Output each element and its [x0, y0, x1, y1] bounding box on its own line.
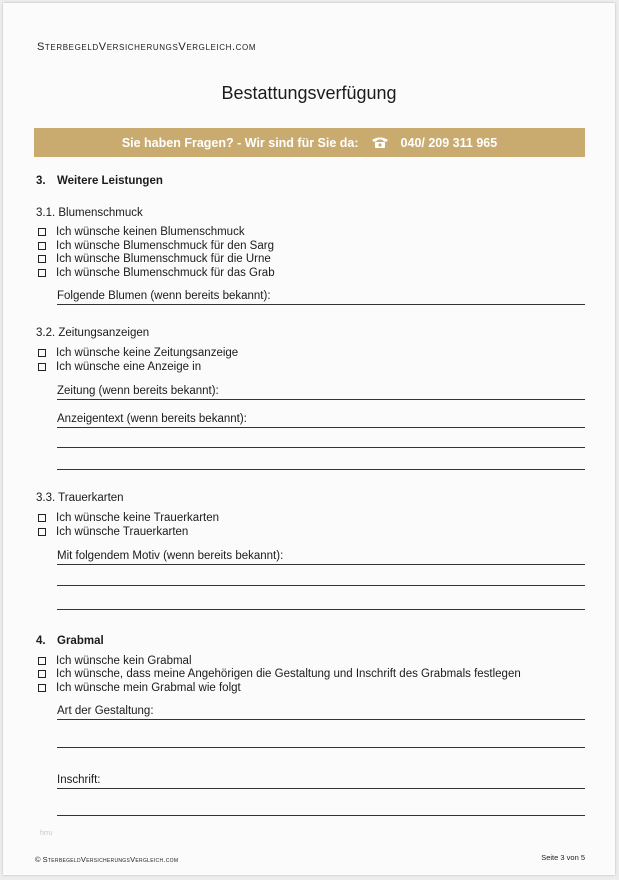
- checkbox-option[interactable]: [38, 655, 192, 667]
- checkbox-option[interactable]: [38, 226, 245, 238]
- checkbox-option[interactable]: [38, 526, 188, 538]
- section-3-number: 3.: [36, 175, 46, 187]
- option-label: Ich wünsche mein Grabmal wie folgt: [56, 682, 241, 694]
- field-label: Art der Gestaltung:: [57, 705, 154, 717]
- section-4-number: 4.: [36, 635, 46, 647]
- section-3-2-heading: 3.2. Zeitungsanzeigen: [36, 327, 150, 339]
- write-line[interactable]: [57, 469, 585, 470]
- banner-text: Sie haben Fragen? - Wir sind für Sie da:: [121, 135, 359, 150]
- option-label: Ich wünsche Blumenschmuck für den Sarg: [56, 240, 274, 252]
- section-3-1-heading: 3.1. Blumenschmuck: [36, 207, 143, 219]
- section-4-title: Grabmal: [57, 635, 104, 647]
- checkbox[interactable]: [38, 255, 46, 263]
- option-label: Ich wünsche keine Trauerkarten: [56, 512, 220, 524]
- section-3-3-heading: 3.3. Trauerkarten: [36, 492, 124, 504]
- option-label: Ich wünsche eine Anzeige in: [56, 361, 202, 373]
- copyright-symbol: ©: [35, 855, 41, 864]
- brand-logo: SterbegeldVersicherungsVergleich.com: [37, 41, 257, 53]
- footer-copyright: [35, 855, 178, 864]
- option-label: Ich wünsche Trauerkarten: [56, 526, 189, 538]
- checkbox[interactable]: [38, 670, 46, 678]
- field-label: Folgende Blumen (wenn bereits bekannt):: [57, 290, 271, 302]
- field-label: Zeitung (wenn bereits bekannt):: [57, 385, 219, 397]
- write-line[interactable]: [57, 815, 585, 816]
- checkbox[interactable]: [38, 684, 46, 692]
- checkbox-option[interactable]: [38, 682, 241, 694]
- checkbox-option[interactable]: [38, 253, 271, 265]
- document-page: [3, 3, 615, 875]
- option-label: Ich wünsche keinen Blumenschmuck: [56, 226, 245, 238]
- checkbox[interactable]: [38, 528, 46, 536]
- phone-number[interactable]: 040/ 209 311 965: [400, 135, 498, 150]
- write-line[interactable]: [57, 585, 585, 586]
- design-field[interactable]: [57, 705, 585, 720]
- phone-icon: [371, 136, 389, 149]
- checkbox[interactable]: [38, 514, 46, 522]
- field-label: Mit folgendem Motiv (wenn bereits bekannt):: [57, 550, 284, 562]
- section-3-title: Weitere Leistungen: [57, 175, 163, 187]
- contact-banner: [34, 128, 585, 157]
- write-line[interactable]: [57, 609, 585, 610]
- checkbox-option[interactable]: [38, 668, 521, 680]
- checkbox[interactable]: [38, 228, 46, 236]
- checkbox-option[interactable]: [38, 267, 275, 279]
- checkbox[interactable]: [38, 269, 46, 277]
- ad-text-field[interactable]: [57, 413, 585, 428]
- checkbox-option[interactable]: [38, 512, 219, 524]
- document-title: Bestattungsverfügung: [221, 83, 397, 103]
- field-label: Inschrift:: [57, 774, 101, 786]
- inscription-field[interactable]: [57, 774, 585, 789]
- footer-brand: SterbegeldVersicherungsVergleich.com: [42, 855, 179, 864]
- checkbox[interactable]: [38, 657, 46, 665]
- checkbox[interactable]: [38, 242, 46, 250]
- flowers-field[interactable]: [57, 290, 585, 305]
- page-number: Seite 3 von 5: [541, 853, 585, 862]
- checkbox-option[interactable]: [38, 240, 274, 252]
- write-line[interactable]: [57, 447, 585, 448]
- faint-stamp: hrru: [40, 830, 53, 837]
- checkbox[interactable]: [38, 349, 46, 357]
- option-label: Ich wünsche, dass meine Angehörigen die Gestaltung und Inschrift des Grabmals festlegen: [56, 668, 521, 680]
- checkbox-option[interactable]: [38, 347, 238, 359]
- option-label: Ich wünsche Blumenschmuck für das Grab: [56, 267, 275, 279]
- option-label: Ich wünsche Blumenschmuck für die Urne: [56, 253, 271, 265]
- option-label: Ich wünsche keine Zeitungsanzeige: [56, 347, 239, 359]
- checkbox-option[interactable]: [38, 361, 201, 373]
- field-label: Anzeigentext (wenn bereits bekannt):: [57, 413, 247, 425]
- newspaper-field[interactable]: [57, 385, 585, 400]
- motif-field[interactable]: [57, 550, 585, 565]
- checkbox[interactable]: [38, 363, 46, 371]
- option-label: Ich wünsche kein Grabmal: [56, 655, 192, 667]
- write-line[interactable]: [57, 747, 585, 748]
